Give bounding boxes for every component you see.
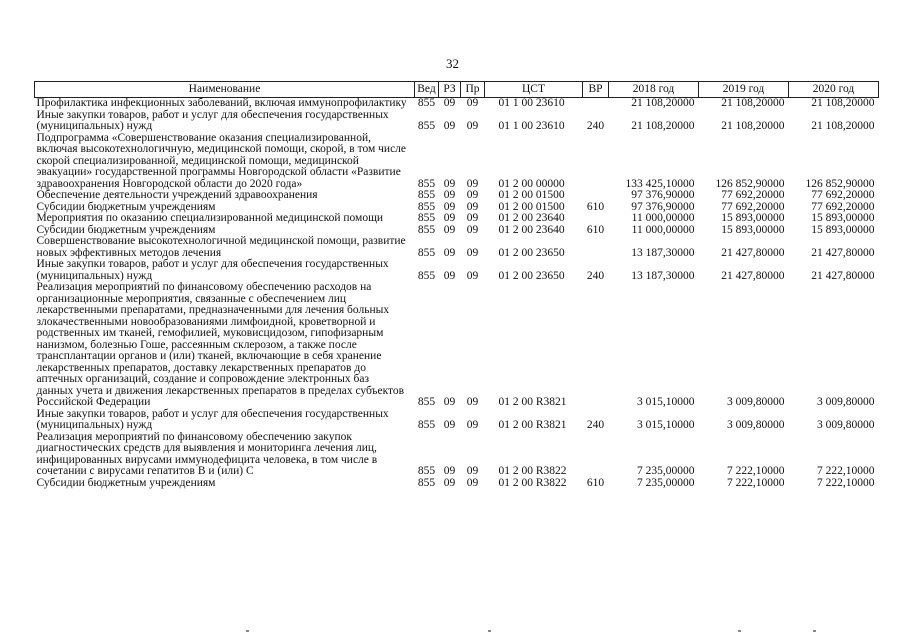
cell-ved: 855 (417, 223, 436, 236)
cell-pr: 09 (466, 223, 479, 236)
cell-rz: 09 (443, 120, 456, 132)
cell-name: Иные закупки товаров, работ и услуг для обеспечения государственных (муниципальных) нужд (36, 407, 389, 431)
cell-y2020: 77 692,20000 (811, 189, 875, 201)
cell-rz: 09 (443, 419, 456, 431)
cell-y2018: 97 376,90000 (631, 189, 695, 201)
cell-y2020: 21 108,20000 (811, 120, 875, 132)
budget-table (34, 81, 879, 489)
cell-rz: 09 (443, 476, 456, 489)
cell-name: Совершенствование высокотехнологичной медицинской помощи, развитие новых эффективных методов лечения (36, 235, 406, 259)
cell-rz: 09 (443, 212, 456, 224)
cell-vr (583, 133, 609, 191)
cell-y2019: 15 893,00000 (721, 212, 785, 224)
cell-cst: 01 2 00 R3822 (498, 476, 567, 489)
header-pr: Пр (461, 82, 485, 98)
cell-cst: 01 2 00 01500 (498, 189, 565, 201)
cell-y2018: 11 000,00000 (631, 223, 695, 236)
cell-ved: 855 (417, 189, 436, 201)
cell-y2019: 77 692,20000 (721, 189, 785, 201)
cell-vr: 610 (586, 476, 605, 489)
cell-rz: 09 (443, 97, 456, 109)
table-header (35, 82, 879, 98)
cell-vr (583, 282, 609, 409)
cell-y2020: 7 222,10000 (817, 476, 875, 489)
cell-y2018: 13 187,30000 (631, 269, 695, 282)
cell-y2018: 13 187,30000 (631, 246, 695, 259)
cell-y2019: 7 222,10000 (727, 465, 785, 477)
cell-ved: 855 (417, 200, 436, 213)
cell-y2018: 7 235,00000 (637, 465, 695, 477)
header-2020: 2020 год (789, 82, 879, 98)
cell-name: Подпрограмма «Совершенствование оказания специализированной, включая высокотехнологичную, медицинской помощи, скорой, в том числе скорой специализированной, медицинской помощи, медицинской эвакуации» государственной программы Новгородской области «Развитие здравоохранения Новгородской области до 2020 года» (36, 131, 407, 190)
cell-y2020: 126 852,90000 (805, 177, 875, 190)
cell-ved: 855 (417, 177, 436, 190)
cell-pr: 09 (466, 419, 479, 431)
cell-rz: 09 (443, 396, 456, 408)
cell-name: Реализация мероприятий по финансовому обеспечению расходов на организационные мероприятия, связанные с обеспечением лиц лекарственными препаратами, предназначенными для лечения больных злокачественными новообразованиями лимфоидной, кроветворной и родственных им тканей, гемофилией, муковисцидозом, гипофизарным нанизмом, болезнью Гоше, рассеянным склерозом, а также после трансплантации органов и (или) тканей, включающие в себя хранение лекарственных препаратов, доставку лекарственных препаратов до аптечных организаций, создание и сопровождение электронных баз данных учета и движения лекарственных препаратов в пределах субъектов Российской Федерации (36, 281, 405, 408)
header-vr: ВР (583, 82, 609, 98)
cell-y2020: 15 893,00000 (811, 212, 875, 224)
page-number: 32 (446, 56, 459, 71)
cell-rz: 09 (443, 200, 456, 213)
cell-vr (583, 236, 609, 259)
cell-pr: 09 (466, 246, 479, 259)
table-row (35, 282, 879, 409)
cell-ved: 855 (417, 97, 436, 109)
cell-rz: 09 (443, 189, 456, 201)
table-row (35, 190, 879, 202)
cell-y2018: 21 108,20000 (631, 97, 695, 109)
header-rz: РЗ (439, 82, 461, 98)
cell-cst: 01 2 00 R3822 (498, 465, 567, 477)
cell-y2020: 7 222,10000 (817, 465, 875, 477)
cell-name: Мероприятия по оказанию специализированной медицинской помощи (36, 212, 384, 224)
cell-y2020: 21 108,20000 (811, 97, 875, 109)
cell-name: Реализация мероприятий по финансовому обеспечению закупок диагностических средств для выявления и мониторинга лечения лиц, инфицированных вирусами иммунодефицита человека, в том числе в сочетании с вирусами гепатитов В и (или) С (36, 430, 378, 477)
cell-pr: 09 (466, 476, 479, 489)
cell-vr: 610 (586, 200, 605, 213)
cell-cst: 01 1 00 23610 (498, 120, 565, 132)
cell-name: Иные закупки товаров, работ и услуг для обеспечения государственных (муниципальных) нужд (36, 258, 389, 282)
cell-y2019: 7 222,10000 (727, 476, 785, 489)
cell-y2020: 21 427,80000 (811, 269, 875, 282)
table-row (35, 98, 879, 110)
cell-y2020: 21 427,80000 (811, 246, 875, 259)
cell-cst: 01 2 00 00000 (498, 177, 565, 190)
cell-y2018: 3 015,10000 (637, 396, 695, 408)
cell-y2019: 21 427,80000 (721, 246, 785, 259)
cell-pr: 09 (466, 396, 479, 408)
cell-vr (583, 432, 609, 478)
cell-y2018: 97 376,90000 (631, 200, 695, 213)
cell-y2019: 126 852,90000 (715, 177, 785, 190)
cell-vr: 240 (586, 120, 605, 132)
cell-cst: 01 2 00 23640 (498, 212, 565, 224)
cell-cst: 01 2 00 01500 (498, 200, 565, 213)
cell-vr (583, 98, 609, 110)
cell-ved: 855 (417, 476, 436, 489)
cell-name: Профилактика инфекционных заболеваний, включая иммунопрофилактику (36, 97, 407, 109)
cell-pr: 09 (466, 177, 479, 190)
cell-y2020: 15 893,00000 (811, 223, 875, 236)
cell-y2019: 3 009,80000 (727, 396, 785, 408)
cell-y2018: 3 015,10000 (637, 419, 695, 431)
table-row (35, 432, 879, 478)
cell-ved: 855 (417, 396, 436, 408)
cell-y2019: 21 108,20000 (721, 120, 785, 132)
cell-pr: 09 (466, 269, 479, 282)
table-row (35, 409, 879, 432)
cell-cst: 01 2 00 23640 (498, 223, 565, 236)
cell-cst: 01 2 00 R3821 (498, 419, 567, 431)
header-cst: ЦСТ (485, 82, 583, 98)
cell-y2020: 77 692,20000 (811, 200, 875, 213)
cell-vr (583, 190, 609, 202)
cell-rz: 09 (443, 246, 456, 259)
cell-vr: 240 (586, 419, 605, 431)
cell-y2020: 3 009,80000 (817, 396, 875, 408)
header-ved: Вед (415, 82, 439, 98)
cell-pr: 09 (466, 200, 479, 213)
cell-cst: 01 2 00 23650 (498, 269, 565, 282)
cell-pr: 09 (466, 465, 479, 477)
table-row (35, 213, 879, 225)
table-row (35, 259, 879, 282)
cell-pr: 09 (466, 120, 479, 132)
cell-y2019: 15 893,00000 (721, 223, 785, 236)
cell-cst: 01 2 00 R3821 (498, 396, 567, 408)
cell-cst: 01 2 00 23650 (498, 246, 565, 259)
cell-name: Обеспечение деятельности учреждений здравоохранения (36, 189, 318, 201)
header-2019: 2019 год (699, 82, 789, 98)
cell-rz: 09 (443, 465, 456, 477)
cell-y2018: 11 000,00000 (631, 212, 695, 224)
table-row (35, 133, 879, 191)
table-body (35, 98, 879, 490)
cell-y2020: 3 009,80000 (817, 419, 875, 431)
cell-ved: 855 (417, 269, 436, 282)
cell-ved: 855 (417, 419, 436, 431)
cell-ved: 855 (417, 246, 436, 259)
header-2018: 2018 год (609, 82, 699, 98)
cell-vr (583, 213, 609, 225)
cell-vr: 240 (586, 269, 605, 282)
cell-pr: 09 (466, 97, 479, 109)
cell-y2019: 3 009,80000 (727, 419, 785, 431)
cell-name: Иные закупки товаров, работ и услуг для обеспечения государственных (муниципальных) нужд (36, 108, 389, 132)
table-row (35, 236, 879, 259)
table-row (35, 478, 879, 490)
cell-ved: 855 (417, 212, 436, 224)
cell-y2018: 133 425,10000 (625, 177, 695, 190)
cell-rz: 09 (443, 177, 456, 190)
cell-pr: 09 (466, 212, 479, 224)
cell-rz: 09 (443, 269, 456, 282)
cell-y2019: 21 108,20000 (721, 97, 785, 109)
cell-y2018: 7 235,00000 (637, 476, 695, 489)
cell-cst: 01 1 00 23610 (498, 97, 565, 109)
cell-y2018: 21 108,20000 (631, 120, 695, 132)
cell-pr: 09 (466, 189, 479, 201)
cell-name: Субсидии бюджетным учреждениям (36, 223, 216, 236)
header-name: Наименование (35, 82, 415, 98)
cell-rz: 09 (443, 223, 456, 236)
cell-name: Субсидии бюджетным учреждениям (36, 200, 216, 213)
cell-y2019: 21 427,80000 (721, 269, 785, 282)
cell-name: Субсидии бюджетным учреждениям (36, 476, 216, 489)
table-row (35, 110, 879, 133)
page-edge-marks (0, 630, 905, 638)
cell-ved: 855 (417, 465, 436, 477)
cell-y2019: 77 692,20000 (721, 200, 785, 213)
cell-ved: 855 (417, 120, 436, 132)
cell-vr: 610 (586, 223, 605, 236)
